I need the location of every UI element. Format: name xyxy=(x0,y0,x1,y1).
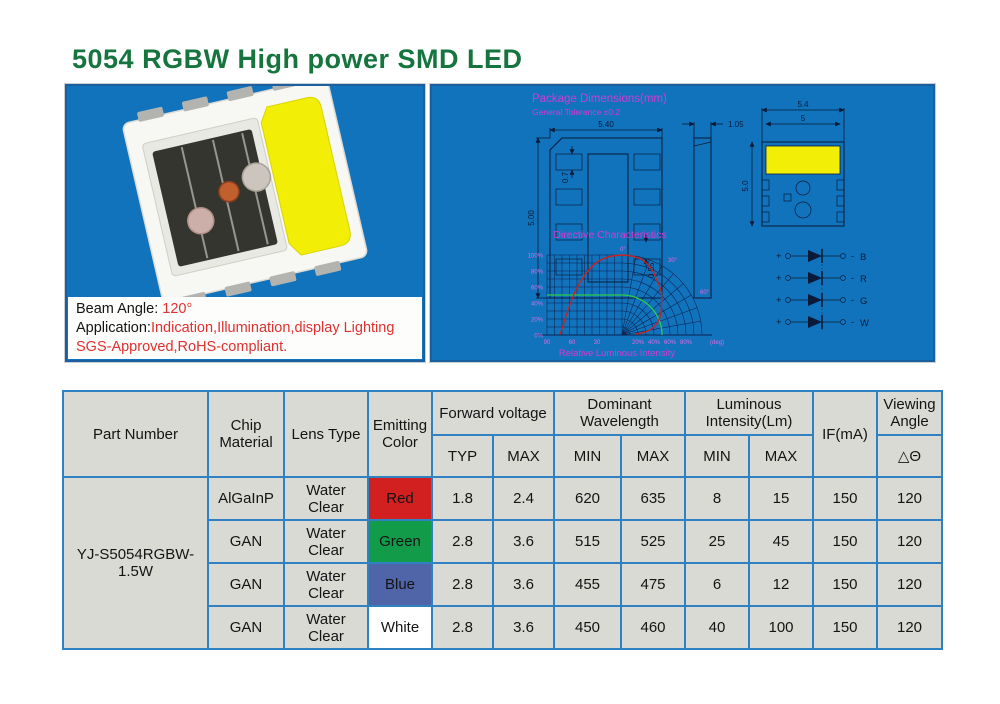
header-part-number: Part Number xyxy=(63,391,208,477)
header-if-ma: IF(mA) xyxy=(813,391,877,477)
header-delta-theta: △Θ xyxy=(877,435,942,477)
header-lm-max: MAX xyxy=(749,435,813,477)
wl-max-cell: 460 xyxy=(621,606,685,649)
lm-max-cell: 45 xyxy=(749,520,813,563)
vf-typ-cell: 2.8 xyxy=(432,606,493,649)
viewing-angle-cell: 120 xyxy=(877,606,942,649)
svg-text:60: 60 xyxy=(568,340,576,346)
smd-led-package-art xyxy=(120,86,370,298)
viewing-angle-cell: 120 xyxy=(877,563,942,606)
diode-row-r xyxy=(776,271,867,285)
dimensions-drawing xyxy=(432,86,933,360)
svg-text:R: R xyxy=(860,274,867,285)
application-value: Indication,Illumination,display Lighting xyxy=(150,320,395,336)
dimensions-subtitle: General Tolerance ±0.2 xyxy=(532,107,621,117)
svg-text:80%: 80% xyxy=(679,340,693,346)
footprint-pad-width-dim: 0.7 xyxy=(561,171,570,183)
compliance-line: SGS-Approved,RoHS-compliant. xyxy=(76,339,288,355)
svg-text:0°: 0° xyxy=(620,247,626,253)
vf-max-cell: 3.6 xyxy=(493,520,554,563)
wl-min-cell: 620 xyxy=(554,477,621,520)
header-dominant-wavelength: Dominant Wavelength xyxy=(554,391,685,435)
chip-material-cell: GAN xyxy=(208,563,284,606)
vf-max-cell: 3.6 xyxy=(493,563,554,606)
beam-angle-label: Beam Angle: xyxy=(76,301,159,317)
svg-text:30°: 30° xyxy=(668,258,678,264)
wl-max-cell: 635 xyxy=(621,477,685,520)
footprint-pad-gap-dim: 0.55 xyxy=(647,262,656,278)
svg-text:-: - xyxy=(851,251,855,262)
svg-text:20%: 20% xyxy=(631,340,645,346)
photo-caption xyxy=(68,297,422,359)
svg-text:100%: 100% xyxy=(527,253,543,260)
wl-min-cell: 450 xyxy=(554,606,621,649)
lm-min-cell: 6 xyxy=(685,563,749,606)
vf-typ-cell: 2.8 xyxy=(432,520,493,563)
header-wl-max: MAX xyxy=(621,435,685,477)
header-viewing-angle: Viewing Angle xyxy=(877,391,942,435)
svg-text:60°: 60° xyxy=(700,290,710,296)
header-emitting-color: Emitting Color xyxy=(368,391,432,477)
product-photo-panel xyxy=(65,84,425,362)
vf-max-cell: 3.6 xyxy=(493,606,554,649)
front-inner-width-dim: 5 xyxy=(800,114,806,123)
svg-text:40%: 40% xyxy=(530,301,543,308)
chart-x-label: Relative Luminous Intensity xyxy=(558,348,676,359)
svg-text:-: - xyxy=(851,273,855,284)
svg-text:+: + xyxy=(776,251,782,262)
part-number-cell: YJ-S5054RGBW-1.5W xyxy=(63,477,208,649)
wl-min-cell: 515 xyxy=(554,520,621,563)
svg-text:B: B xyxy=(860,252,867,263)
svg-text:20%: 20% xyxy=(530,317,543,324)
svg-text:+: + xyxy=(776,317,782,328)
svg-text:30: 30 xyxy=(593,340,601,346)
svg-text:0%: 0% xyxy=(534,333,543,340)
header-luminous-intensity: Luminous Intensity(Lm) xyxy=(685,391,813,435)
circuit-diagram xyxy=(776,248,869,330)
package-dimensions-panel xyxy=(430,84,935,362)
lm-max-cell: 100 xyxy=(749,606,813,649)
if-ma-cell: 150 xyxy=(813,477,877,520)
vf-max-cell: 2.4 xyxy=(493,477,554,520)
svg-text:80%: 80% xyxy=(530,269,543,276)
viewing-angle-cell: 120 xyxy=(877,477,942,520)
svg-text:90: 90 xyxy=(543,340,551,346)
led-product-photo xyxy=(67,86,423,298)
side-thickness-dim: 1.05 xyxy=(728,120,744,129)
svg-text:+: + xyxy=(776,295,782,306)
lens-type-cell: Water Clear xyxy=(284,606,368,649)
vf-typ-cell: 1.8 xyxy=(432,477,493,520)
emitting-color-cell-red: Red xyxy=(368,477,432,520)
svg-text:G: G xyxy=(860,296,868,307)
diode-row-g xyxy=(776,293,867,307)
lm-min-cell: 25 xyxy=(685,520,749,563)
svg-text:60%: 60% xyxy=(663,340,677,346)
top-panels xyxy=(65,84,935,362)
lens-type-cell: Water Clear xyxy=(284,520,368,563)
dimensions-title: Package Dimensions(mm) xyxy=(532,93,667,105)
header-vf-typ: TYP xyxy=(432,435,493,477)
svg-text:60%: 60% xyxy=(530,285,543,292)
vf-typ-cell: 2.8 xyxy=(432,563,493,606)
svg-text:W: W xyxy=(860,318,869,329)
lm-max-cell: 12 xyxy=(749,563,813,606)
chart-title: Directive Characteristics xyxy=(553,229,667,241)
front-view-emitting-window xyxy=(766,146,840,174)
footprint-height-dim: 5.00 xyxy=(527,210,536,226)
beam-angle-line xyxy=(76,300,414,319)
if-ma-cell: 150 xyxy=(813,520,877,563)
header-vf-max: MAX xyxy=(493,435,554,477)
beam-angle-value: 120° xyxy=(162,301,193,317)
wl-max-cell: 475 xyxy=(621,563,685,606)
diode-row-w xyxy=(776,315,869,329)
header-lens-type: Lens Type xyxy=(284,391,368,477)
page-title: 5054 RGBW High power SMD LED xyxy=(72,44,523,74)
chip-material-cell: GAN xyxy=(208,520,284,563)
front-view-drawing xyxy=(741,100,844,226)
if-ma-cell: 150 xyxy=(813,563,877,606)
application-line xyxy=(76,319,414,338)
svg-text:-: - xyxy=(851,295,855,306)
emitting-color-cell-green: Green xyxy=(368,520,432,563)
lens-type-cell: Water Clear xyxy=(284,563,368,606)
lm-min-cell: 40 xyxy=(685,606,749,649)
lens-type-cell: Water Clear xyxy=(284,477,368,520)
spec-table xyxy=(62,390,943,650)
if-ma-cell: 150 xyxy=(813,606,877,649)
diode-row-b xyxy=(776,249,866,263)
emitting-color-cell-blue: Blue xyxy=(368,563,432,606)
header-lm-min: MIN xyxy=(685,435,749,477)
svg-text:-: - xyxy=(851,317,855,328)
chart-y-ticks xyxy=(528,254,544,340)
footprint-width-dim: 5.40 xyxy=(598,120,614,129)
chip-material-cell: GAN xyxy=(208,606,284,649)
lm-min-cell: 8 xyxy=(685,477,749,520)
wl-max-cell: 525 xyxy=(621,520,685,563)
svg-text:40%: 40% xyxy=(647,340,661,346)
header-wl-min: MIN xyxy=(554,435,621,477)
table-row-red xyxy=(63,477,942,520)
wl-min-cell: 455 xyxy=(554,563,621,606)
chip-material-cell: AlGaInP xyxy=(208,477,284,520)
header-chip-material: Chip Material xyxy=(208,391,284,477)
side-view-drawing xyxy=(682,120,744,298)
application-label: Application: xyxy=(76,320,151,336)
svg-text:(deg): (deg) xyxy=(710,340,725,346)
header-forward-voltage: Forward voltage xyxy=(432,391,554,435)
front-outer-width-dim: 5.4 xyxy=(797,100,809,109)
emitting-color-cell-white: White xyxy=(368,606,432,649)
directivity-chart xyxy=(528,229,724,359)
front-height-dim: 5.0 xyxy=(741,180,750,192)
viewing-angle-cell: 120 xyxy=(877,520,942,563)
lm-max-cell: 15 xyxy=(749,477,813,520)
svg-text:+: + xyxy=(776,273,782,284)
